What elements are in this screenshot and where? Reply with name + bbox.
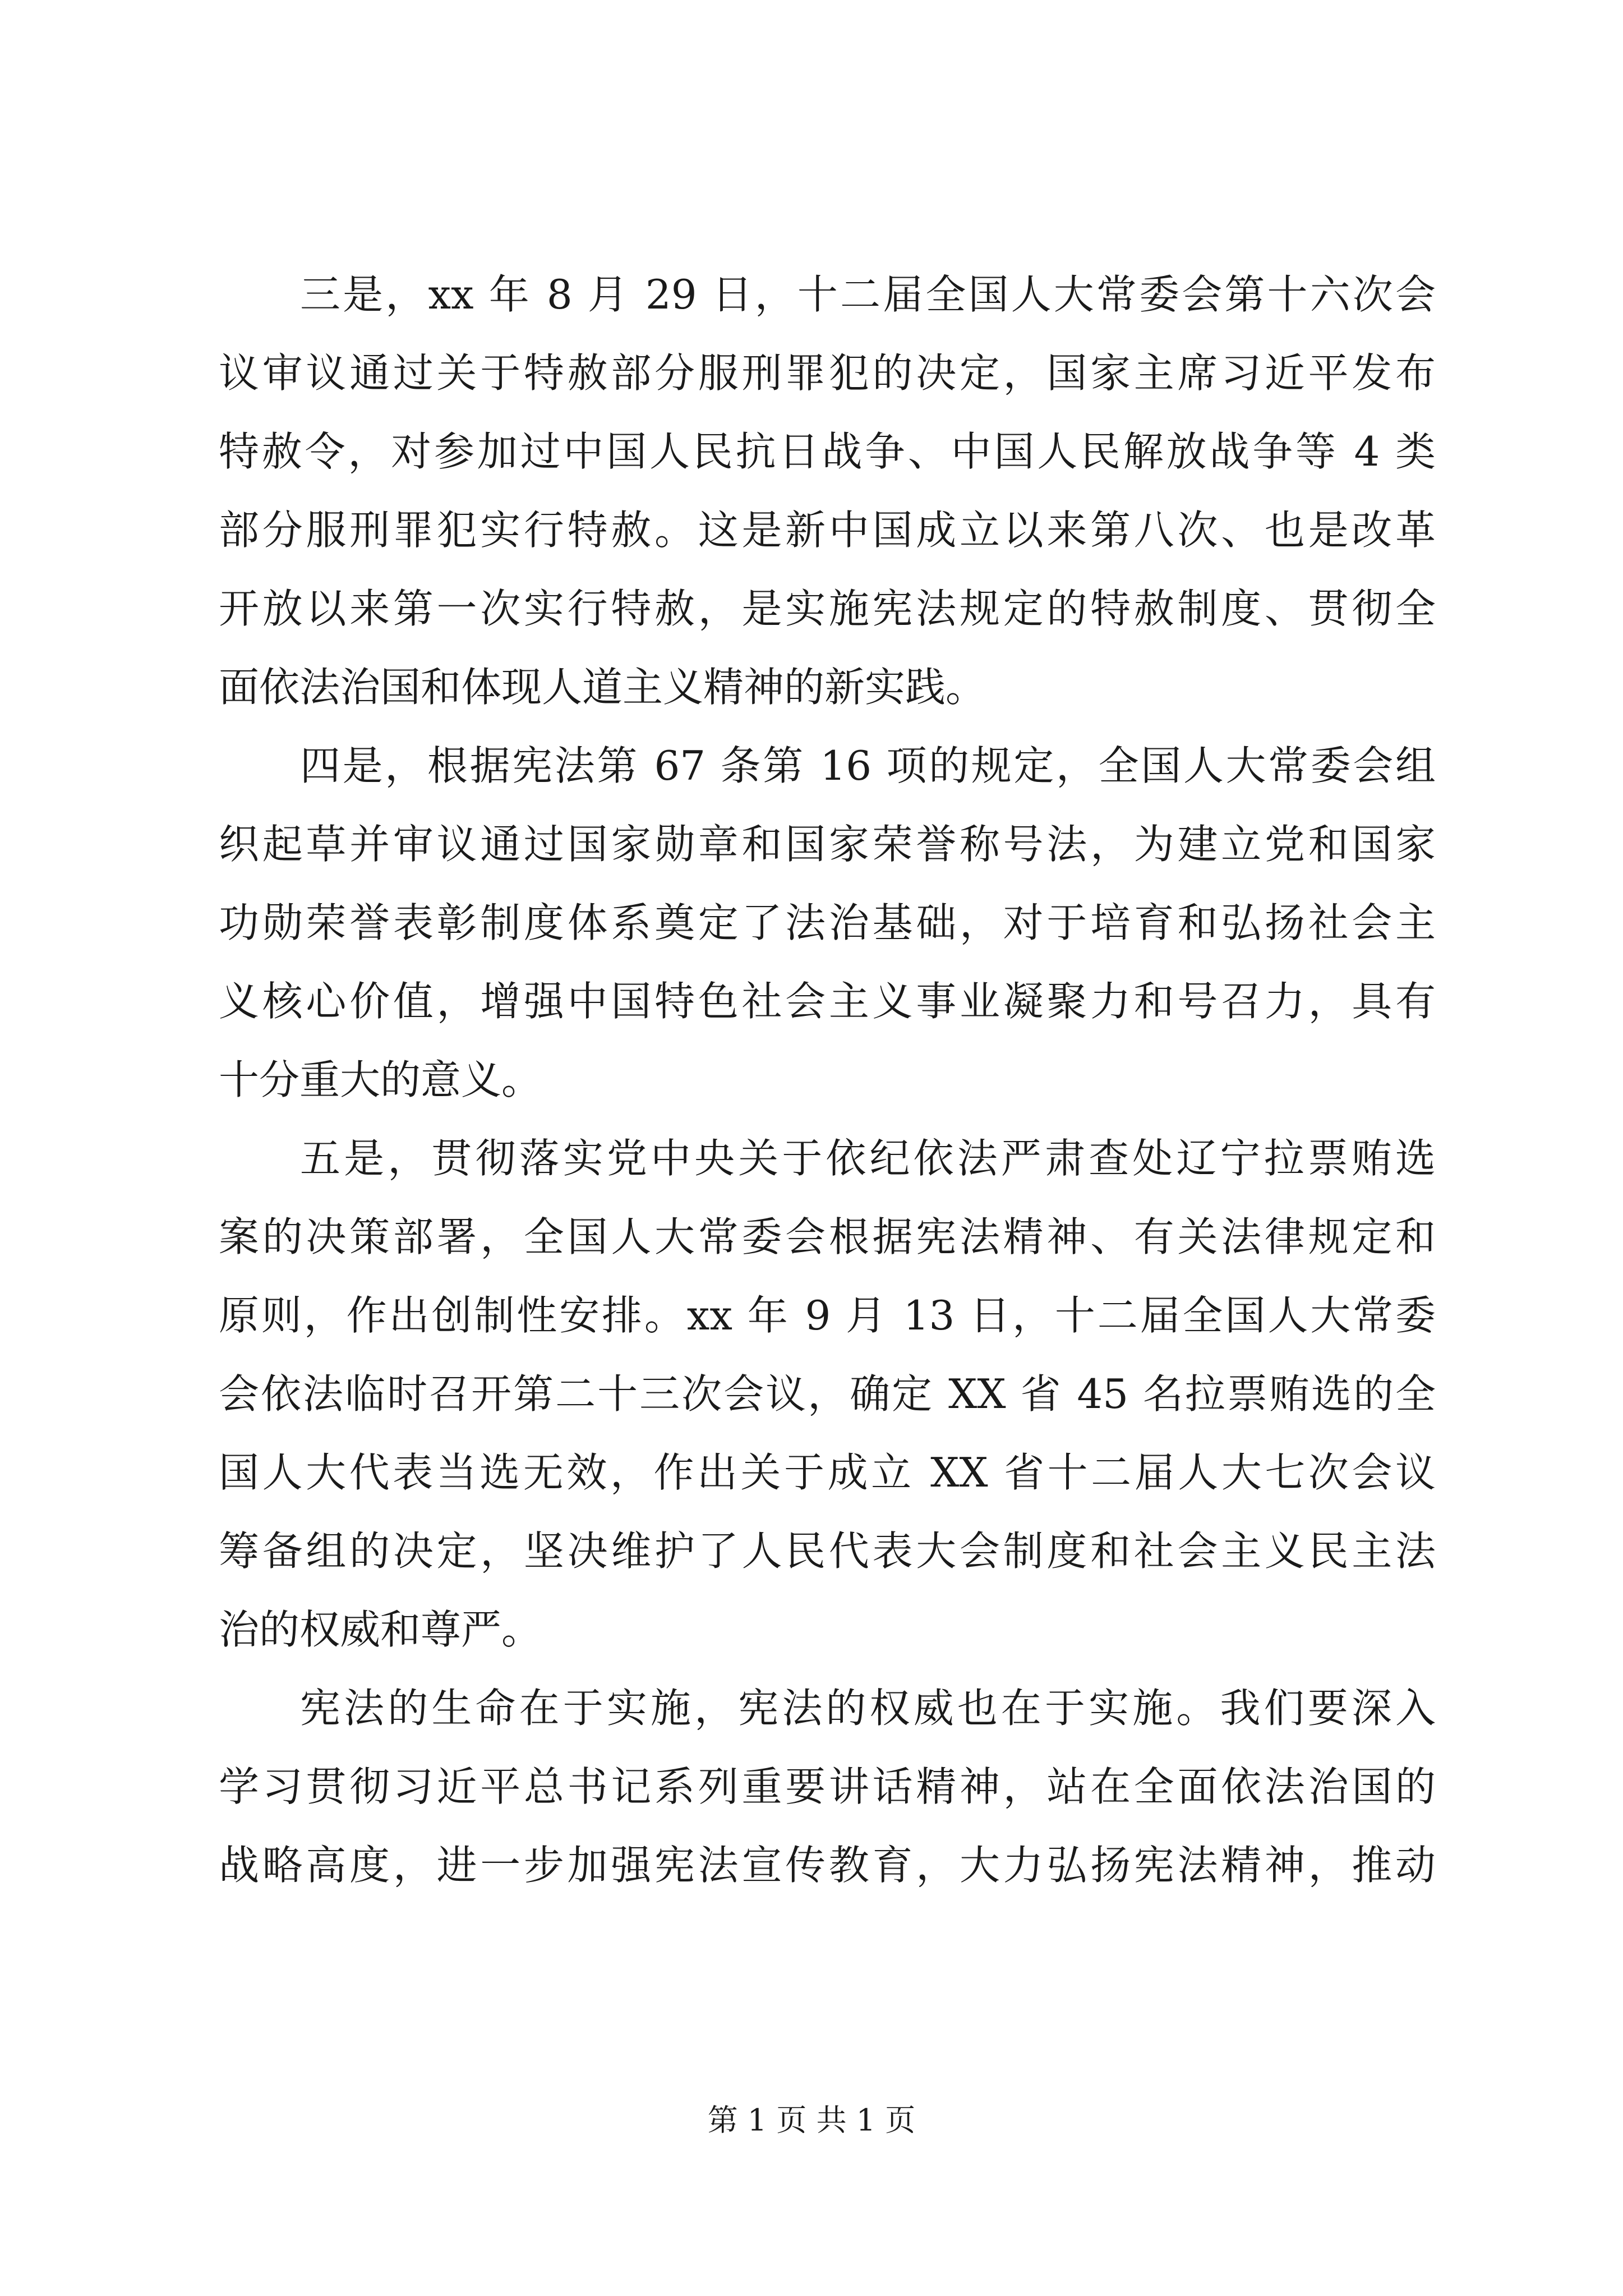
document-body — [219, 255, 1436, 1904]
text-line: 案的决策部署，全国人大常委会根据宪法精神、有关法律规定和 — [219, 1213, 1436, 1260]
text-line: 部分服刑罪犯实行特赦。这是新中国成立以来第八次、也是改革 — [219, 507, 1436, 554]
text-line: 宪法的生命在于实施，宪法的权威也在于实施。我们要深入 — [300, 1685, 1436, 1732]
text-line: 会依法临时召开第二十三次会议，确定 XX 省 45 名拉票贿选的全 — [219, 1370, 1436, 1418]
text-line: 织起草并审议通过国家勋章和国家荣誉称号法，为建立党和国家 — [219, 821, 1436, 868]
text-line: 特赦令，对参加过中国人民抗日战争、中国人民解放战争等 4 类 — [219, 428, 1436, 475]
text-line: 四是，根据宪法第 67 条第 16 项的规定，全国人大常委会组 — [300, 742, 1436, 789]
text-line: 面依法治国和体现人道主义精神的新实践。 — [219, 664, 986, 711]
text-line: 筹备组的决定，坚决维护了人民代表大会制度和社会主义民主法 — [219, 1527, 1436, 1575]
text-line: 十分重大的意义。 — [219, 1056, 542, 1103]
text-line: 三是，xx 年 8 月 29 日，十二届全国人大常委会第十六次会 — [300, 271, 1436, 318]
text-line: 五是，贯彻落实党中央关于依纪依法严肃查处辽宁拉票贿选 — [300, 1135, 1436, 1182]
text-line: 原则，作出创制性安排。xx 年 9 月 13 日，十二届全国人大常委 — [219, 1292, 1436, 1339]
text-line: 议审议通过关于特赦部分服刑罪犯的决定，国家主席习近平发布 — [219, 349, 1436, 397]
text-line: 国人大代表当选无效，作出关于成立 XX 省十二届人大七次会议 — [219, 1449, 1436, 1496]
text-line: 学习贯彻习近平总书记系列重要讲话精神，站在全面依法治国的 — [219, 1763, 1436, 1810]
page-footer: 第 1 页 共 1 页 — [707, 2102, 916, 2138]
text-line: 义核心价值，增强中国特色社会主义事业凝聚力和号召力，具有 — [219, 978, 1436, 1025]
text-line: 功勋荣誉表彰制度体系奠定了法治基础，对于培育和弘扬社会主 — [219, 899, 1436, 946]
text-line: 战略高度，进一步加强宪法宣传教育，大力弘扬宪法精神，推动 — [219, 1842, 1436, 1889]
text-line: 开放以来第一次实行特赦，是实施宪法规定的特赦制度、贯彻全 — [219, 585, 1436, 632]
text-line: 治的权威和尊严。 — [219, 1606, 542, 1653]
